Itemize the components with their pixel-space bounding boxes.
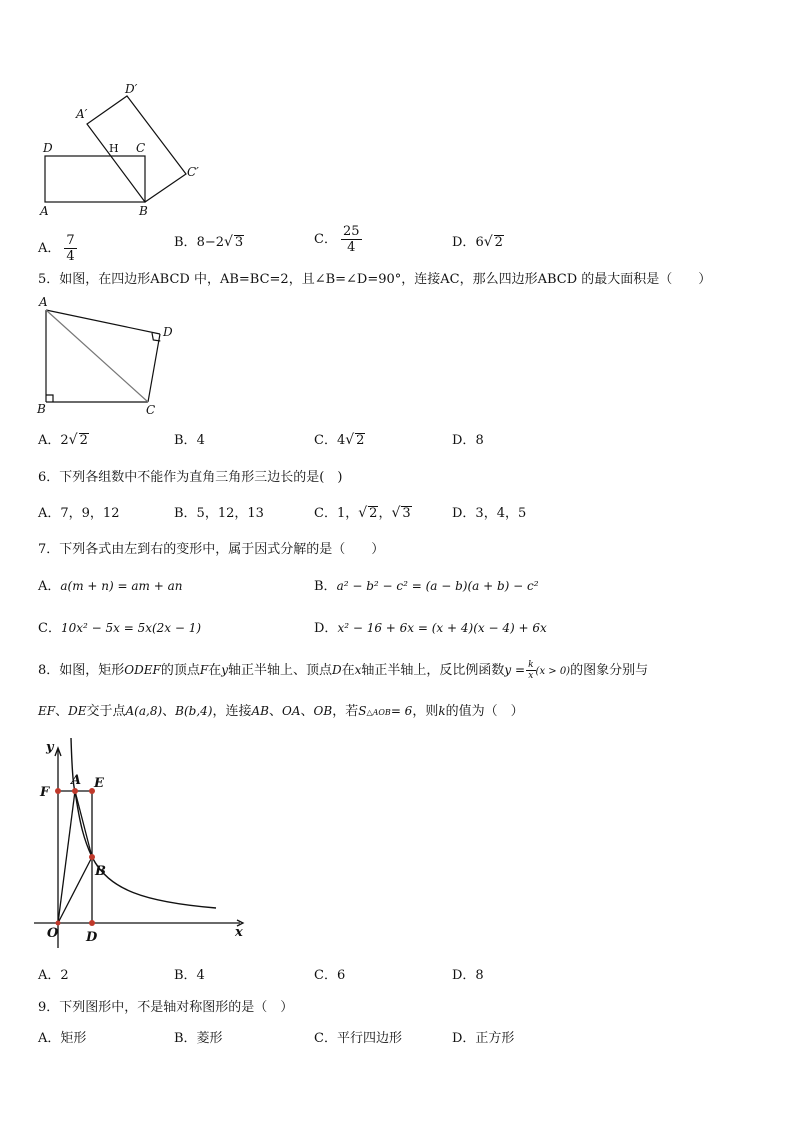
q6-option-a[interactable]: A．7，9，12 bbox=[38, 506, 120, 521]
q7-option-d[interactable]: D．x² − 16 + 6x = (x + 4)(x − 4) + 6x bbox=[314, 621, 547, 636]
fraction: $\frac{25}{4}$ bbox=[342, 224, 360, 255]
label-b: B bbox=[139, 204, 148, 218]
label-d: D bbox=[43, 141, 53, 155]
q8-option-d[interactable]: D．8 bbox=[452, 968, 484, 983]
q5-option-c[interactable]: C．4√ 2 bbox=[314, 432, 365, 448]
label-c: C bbox=[146, 403, 156, 417]
q6-option-c[interactable]: C．1，√ 2，√ 3 bbox=[314, 505, 411, 521]
q9-stem: 9．下列图形中，不是轴对称图形的是（ ） bbox=[38, 1000, 294, 1015]
q9-option-a[interactable]: A．矩形 bbox=[38, 1031, 87, 1046]
fraction: $\frac{7}{4}$ bbox=[66, 233, 75, 264]
label-a-prime: A′ bbox=[76, 107, 88, 121]
q5-figure bbox=[34, 294, 184, 420]
q4-option-c[interactable]: C． $\frac{25}{4}$ bbox=[314, 224, 360, 255]
q5-stem: 5．如图，在四边形ABCD 中，AB=BC=2，且∠B=∠D=90°，连接AC，那么四边形ABCD 的最大面积是（ ） bbox=[38, 272, 712, 287]
label-y: y bbox=[46, 740, 54, 755]
q7-option-b[interactable]: B．a² − b² − c² = (a − b)(a + b) − c² bbox=[314, 579, 539, 594]
label-a: A bbox=[71, 773, 82, 788]
q5-option-a[interactable]: A．2√ 2 bbox=[38, 432, 88, 448]
q6-option-d[interactable]: D．3，4，5 bbox=[452, 506, 527, 521]
point-d bbox=[89, 920, 95, 926]
q6-option-b[interactable]: B．5，12，13 bbox=[174, 506, 264, 521]
label-d: D bbox=[86, 930, 98, 945]
q5-option-d[interactable]: D．8 bbox=[452, 433, 484, 448]
q7-option-a[interactable]: A．a(m + n) = am + an bbox=[38, 579, 183, 594]
label-a: A bbox=[40, 204, 49, 218]
q9-option-c[interactable]: C．平行四边形 bbox=[314, 1031, 402, 1046]
q8-graph bbox=[34, 730, 250, 948]
q8-option-b[interactable]: B．4 bbox=[174, 968, 205, 983]
point-b bbox=[89, 854, 95, 860]
q9-option-b[interactable]: B．菱形 bbox=[174, 1031, 223, 1046]
q8-option-c[interactable]: C．6 bbox=[314, 968, 346, 983]
q8-stem-line2: EF、DE交于点A(a,8)、B(b,4)，连接AB、OA、OB，若S△AOB= 6，则k的值为（ ） bbox=[38, 704, 524, 719]
q4-figure bbox=[30, 78, 210, 223]
point-a bbox=[72, 788, 78, 794]
point-f bbox=[55, 788, 61, 794]
q6-stem: 6．下列各组数中不能作为直角三角形三边长的是( ) bbox=[38, 470, 343, 485]
function-fraction: $\frac{k}{x}$ bbox=[528, 660, 534, 681]
label-d: D bbox=[163, 325, 173, 339]
q9-option-d[interactable]: D．正方形 bbox=[452, 1031, 515, 1046]
label-b: B bbox=[95, 864, 106, 879]
label-c: C bbox=[136, 141, 146, 155]
label-a: A bbox=[39, 295, 48, 309]
label-x: x bbox=[235, 925, 243, 940]
q5-option-b[interactable]: B．4 bbox=[174, 433, 205, 448]
q4-option-d[interactable]: D．6√ 2 bbox=[452, 234, 503, 250]
label-o: O bbox=[47, 926, 59, 941]
q8-option-a[interactable]: A．2 bbox=[38, 968, 69, 983]
point-o bbox=[56, 921, 61, 926]
label-h: H bbox=[109, 142, 119, 155]
q8-stem-line1: 8．如图，矩形ODEF的顶点F在y轴正半轴上、顶点D在x轴正半轴上，反比例函数y = $\frac{k}{x}$ (x > 0)的图象分别与 bbox=[38, 660, 649, 681]
q4-option-a[interactable]: A． $\frac{7}{4}$ bbox=[38, 233, 75, 264]
rect-abcd bbox=[45, 156, 145, 202]
q7-stem: 7．下列各式由左到右的变形中，属于因式分解的是（ ） bbox=[38, 542, 385, 557]
label-b: B bbox=[37, 402, 46, 416]
label-d-prime: D′ bbox=[125, 82, 138, 96]
q4-option-b[interactable]: B．8−2√ 3 bbox=[174, 234, 244, 250]
q7-option-c[interactable]: C．10x² − 5x = 5x(2x − 1) bbox=[38, 621, 202, 636]
hyperbola bbox=[71, 738, 216, 908]
label-c-prime: C′ bbox=[187, 165, 199, 179]
label-e: E bbox=[94, 776, 104, 791]
label-f: F bbox=[40, 785, 50, 800]
